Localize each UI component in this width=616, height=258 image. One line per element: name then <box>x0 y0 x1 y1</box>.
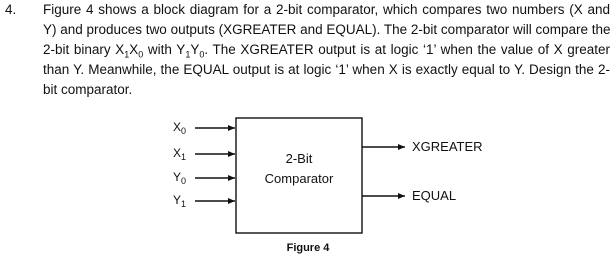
question-line-1: Figure 4 shows a block diagram for a 2-bit comparator, which compares two numbers (X and <box>43 2 610 17</box>
block-label-line1: 2-Bit <box>285 151 313 166</box>
x-bit0-base: X <box>129 42 139 57</box>
y-bit0-base: Y <box>190 42 200 57</box>
input-label-y1: $Y_1$ <box>173 193 187 209</box>
line3-middle: with Y <box>143 42 186 57</box>
x-bit1-subscript: 1 <box>124 49 130 60</box>
question-line-5: bit comparator. <box>43 82 133 97</box>
input-label-x1: $X_1$ <box>173 146 187 162</box>
question-number: 4. <box>5 2 17 17</box>
input-label-x0: $X_0$ <box>173 120 187 136</box>
figure-caption: Figure 4 <box>286 242 330 254</box>
question-line-2: Y) and produces two outputs (XGREATER and EQUAL). The 2-bit comparator will compare the <box>43 22 611 37</box>
input-label-y0: $Y_0$ <box>173 170 187 186</box>
x-bit0-subscript: 0 <box>138 49 144 60</box>
block-label-line2: Comparator <box>264 171 334 186</box>
line3-before: 2-bit binary X <box>43 42 125 57</box>
question-line-4: than Y. Meanwhile, the EQUAL output is at logic ‘1’ when X is exactly equal to Y. Design the 2- <box>43 62 610 77</box>
y-bit0-subscript: 0 <box>199 49 205 60</box>
output-label-equal: EQUAL <box>412 188 457 203</box>
output-label-xgreater: XGREATER <box>412 139 483 154</box>
y-bit1-subscript: 1 <box>185 49 191 60</box>
line3-after: . The XGREATER output is at logic ‘1’ when the value of X greater <box>204 42 610 57</box>
